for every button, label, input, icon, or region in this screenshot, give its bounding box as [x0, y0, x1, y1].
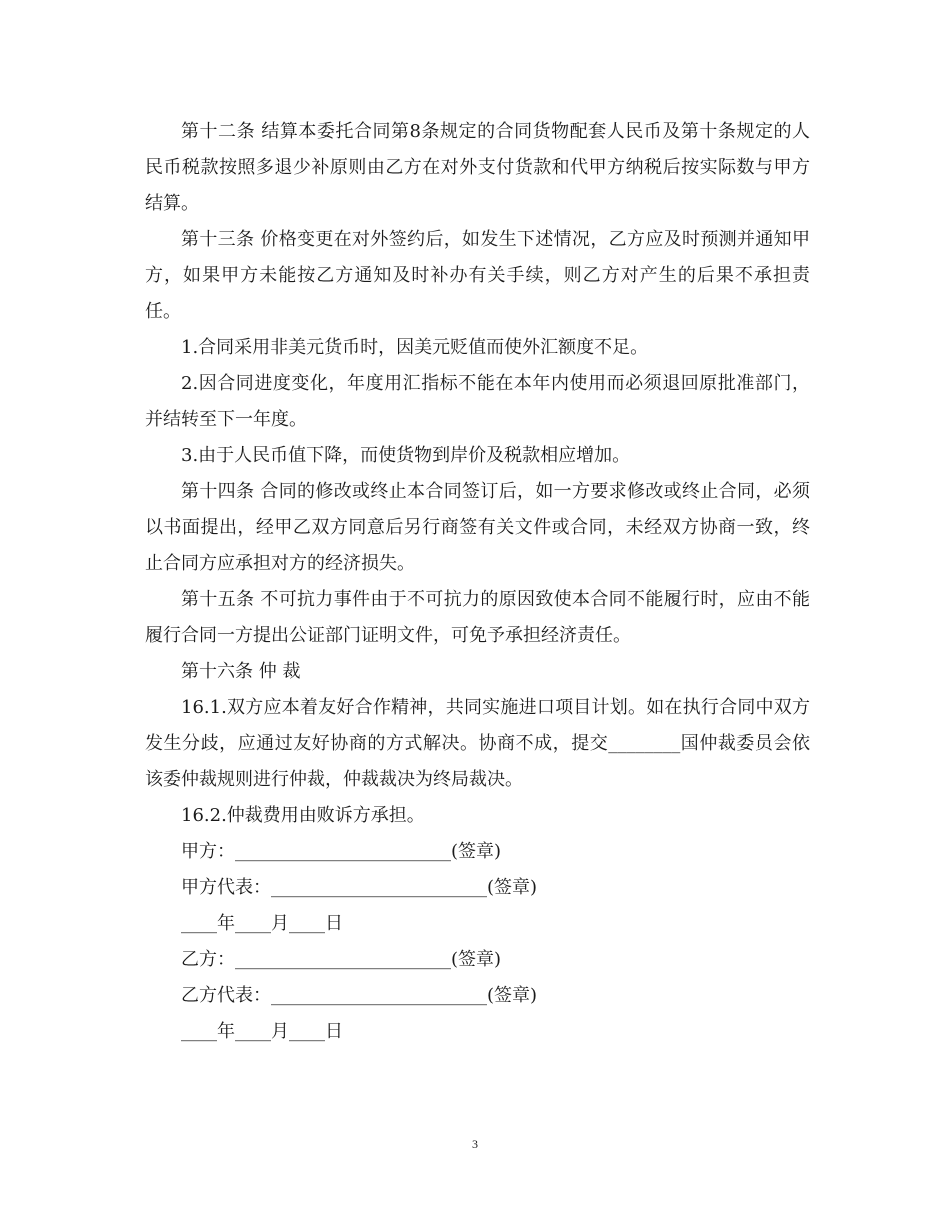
clause-12-paragraph: 第十二条 结算本委托合同第8条规定的合同货物配套人民币及第十条规定的人民币税款按照多退少补原则由乙方在对外支付货款和代甲方纳税后按实际数与甲方结算。: [145, 121, 810, 214]
party-a-representative-line: 甲方代表：________________________(签章): [181, 877, 538, 898]
clause-13-item-3: 3.由于人民币值下降，而使货物到岸价及税款相应增加。: [181, 445, 631, 466]
clause-13-item-1: 1.合同采用非美元货币时，因美元贬值而使外汇额度不足。: [181, 337, 649, 358]
clause-13-item-2: 2.因合同进度变化，年度用汇指标不能在本年内使用而必须退回原批准部门，并结转至下一年度。: [145, 373, 810, 430]
party-a-signature-line: 甲方：________________________(签章): [181, 841, 502, 862]
party-a-date-line: ____年____月____日: [181, 913, 343, 934]
clause-16-heading: 第十六条 仲 裁: [181, 661, 301, 682]
clause-16-1-paragraph: 16.1.双方应本着友好合作精神，共同实施进口项目计划。如在执行合同中双方发生分歧，应通过友好协商的方式解决。协商不成，提交________国仲裁委员会依该委仲裁规则进行仲裁，仲裁裁决为终局裁决。: [145, 697, 810, 790]
clause-14-paragraph: 第十四条 合同的修改或终止本合同签订后，如一方要求修改或终止合同，必须以书面提出，经甲乙双方同意后另行商签有关文件或合同，未经双方协商一致，终止合同方应承担对方的经济损失。: [145, 481, 810, 574]
page-number: 3: [472, 1137, 478, 1151]
clause-13-paragraph: 第十三条 价格变更在对外签约后，如发生下述情况，乙方应及时预测并通知甲方，如果甲方未能按乙方通知及时补办有关手续，则乙方对产生的后果不承担责任。: [145, 229, 810, 322]
party-b-date-line: ____年____月____日: [181, 1021, 343, 1042]
document-body: [145, 114, 810, 1050]
clause-16-2-paragraph: 16.2.仲裁费用由败诉方承担。: [181, 805, 425, 826]
party-b-representative-line: 乙方代表：________________________(签章): [181, 985, 538, 1006]
clause-15-paragraph: 第十五条 不可抗力事件由于不可抗力的原因致使本合同不能履行时，应由不能履行合同一方提出公证部门证明文件，可免予承担经济责任。: [145, 589, 810, 646]
party-b-signature-line: 乙方：________________________(签章): [181, 949, 502, 970]
